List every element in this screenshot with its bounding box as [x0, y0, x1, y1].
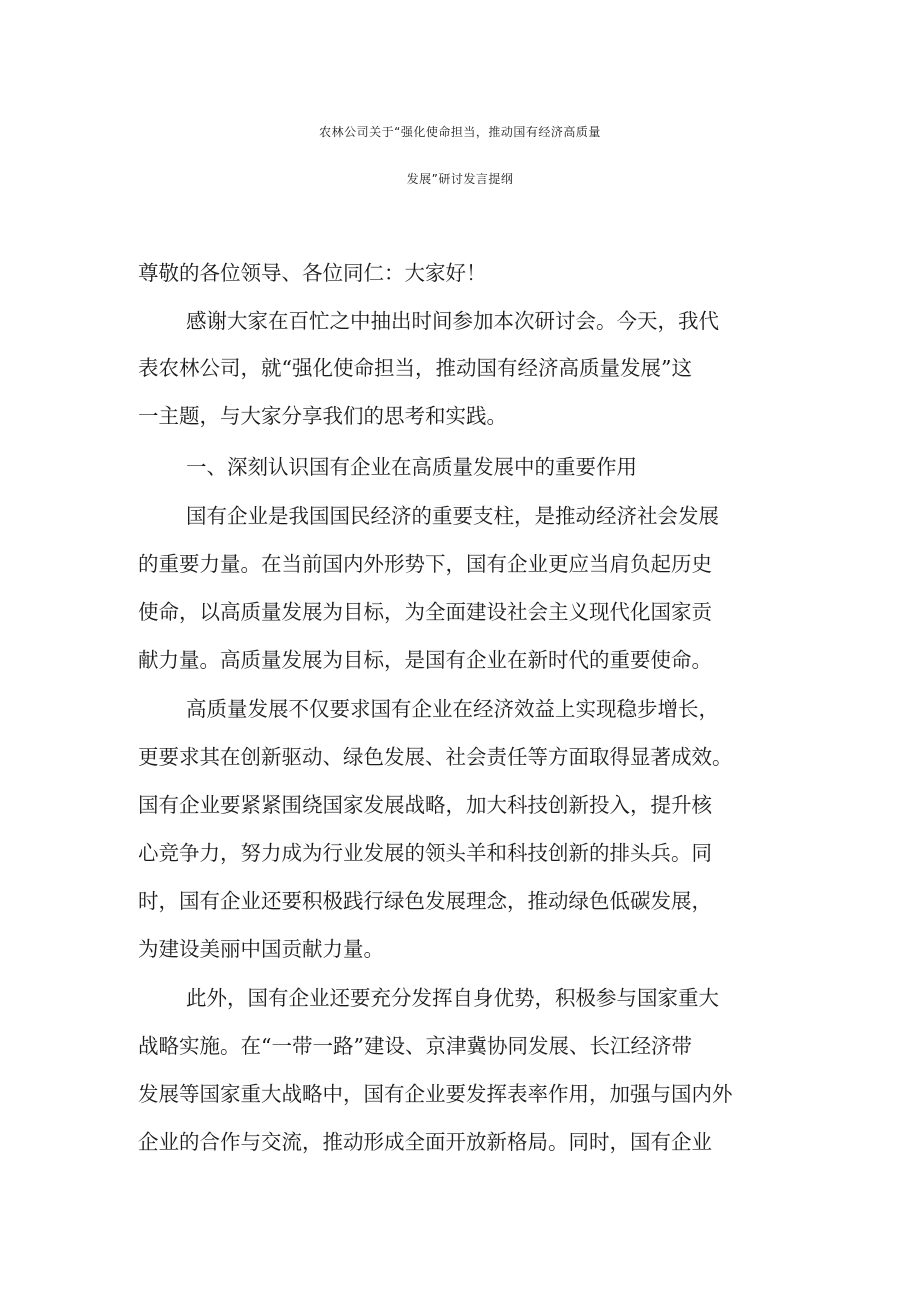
para2-line-2: 更要求其在创新驱动、绿色发展、社会责任等方面取得显著成效。: [138, 745, 733, 769]
intro-line-3: 一主题，与大家分享我们的思考和实践。: [138, 404, 507, 428]
para3-line-1: 此外，国有企业还要充分发挥自身优势，积极参与国家重大: [186, 986, 719, 1010]
para2-line-4: 心竞争力，努力成为行业发展的领头羊和科技创新的排头兵。同: [138, 841, 712, 865]
document-title-line-2: 发展”研讨发言提纲: [406, 172, 514, 186]
para1-line-1: 国有企业是我国国民经济的重要支柱，是推动经济社会发展: [186, 504, 719, 528]
para1-line-3: 使命，以高质量发展为目标，为全面建设社会主义现代化国家贡: [138, 600, 712, 624]
greeting: 尊敬的各位领导、各位同仁：大家好！: [138, 261, 487, 285]
para1-line-4: 献力量。高质量发展为目标，是国有企业在新时代的重要使命。: [138, 648, 712, 672]
para1-line-2: 的重要力量。在当前国内外形势下，国有企业更应当肩负起历史: [138, 552, 712, 576]
para3-line-2: 战略实施。在“一带一路”建设、京津冀协同发展、长江经济带: [138, 1034, 692, 1058]
para3-line-3: 发展等国家重大战略中，国有企业要发挥表率作用，加强与国内外: [138, 1082, 733, 1106]
para2-line-6: 为建设美丽中国贡献力量。: [138, 937, 384, 961]
para2-line-3: 国有企业要紧紧围绕国家发展战略，加大科技创新投入，提升核: [138, 793, 712, 817]
section-heading-1: 一、深刻认识国有企业在高质量发展中的重要作用: [186, 455, 637, 479]
intro-line-1: 感谢大家在百忙之中抽出时间参加本次研讨会。今天，我代: [186, 309, 719, 333]
intro-line-2: 表农林公司，就“强化使命担当，推动国有经济高质量发展”这: [138, 356, 692, 380]
para3-line-4: 企业的合作与交流，推动形成全面开放新格局。同时，国有企业: [138, 1130, 712, 1154]
document-title-line-1: 农林公司关于“强化使命担当，推动国有经济高质量: [319, 125, 601, 139]
para2-line-1: 高质量发展不仅要求国有企业在经济效益上实现稳步增长，: [186, 697, 719, 721]
para2-line-5: 时，国有企业还要积极践行绿色发展理念，推动绿色低碳发展，: [138, 889, 712, 913]
